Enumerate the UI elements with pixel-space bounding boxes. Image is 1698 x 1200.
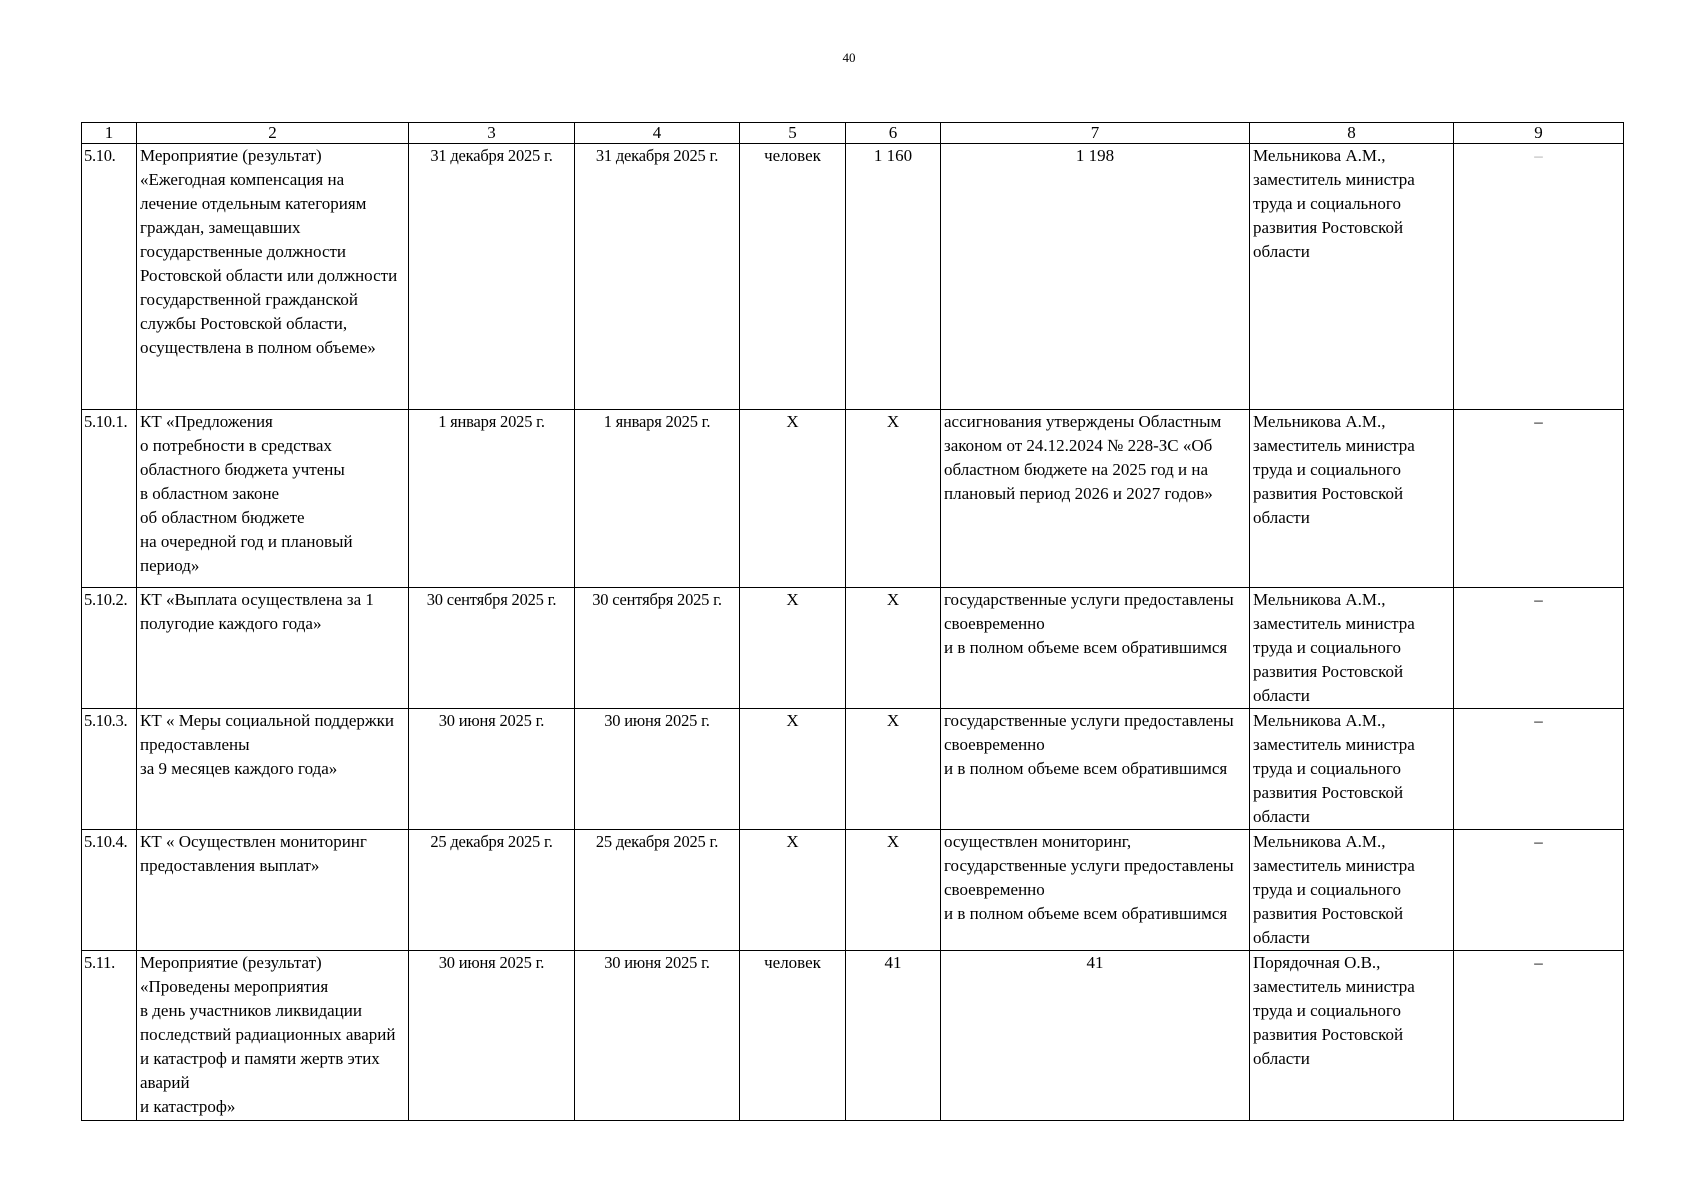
row-number: 5.10. [82, 144, 137, 410]
end-date: 30 июня 2025 г. [575, 709, 740, 830]
table-row [82, 588, 1624, 709]
planned-value: Х [846, 410, 941, 588]
responsible-person: Мельникова А.М., заместитель министра труда и социального развития Ростовской области [1250, 709, 1454, 830]
event-name: КТ «Выплата осуществлена за 1 полугодие каждого года» [137, 588, 409, 709]
start-date: 30 июня 2025 г. [409, 951, 575, 1121]
column-number: 3 [409, 123, 575, 144]
planned-value: 41 [846, 951, 941, 1121]
unit: человек [740, 951, 846, 1121]
planned-value: Х [846, 709, 941, 830]
column-number: 1 [82, 123, 137, 144]
event-name: Мероприятие (результат) «Проведены мероприятия в день участников ликвидации последствий радиационных аварий и катастроф и памяти жертв этих аварий и катастроф» [137, 951, 409, 1121]
table-row [82, 709, 1624, 830]
row-number: 5.10.3. [82, 709, 137, 830]
planned-value: Х [846, 588, 941, 709]
row-number: 5.10.4. [82, 830, 137, 951]
planned-value: 1 160 [846, 144, 941, 410]
responsible-person: Порядочная О.В., заместитель министра труда и социального развития Ростовской области [1250, 951, 1454, 1121]
note: – [1454, 144, 1624, 410]
actual-result: осуществлен мониторинг, государственные услуги предоставлены своевременно и в полном объеме всем обратившимся [941, 830, 1250, 951]
actual-result: 1 198 [941, 144, 1250, 410]
note: – [1454, 830, 1624, 951]
event-name: КТ « Меры социальной поддержки предоставлены за 9 месяцев каждого года» [137, 709, 409, 830]
event-name: Мероприятие (результат) «Ежегодная компенсация на лечение отдельным категориям граждан, замещавших государственные должности Ростовской области или должности государственной гражданской службы Ростовской области, осуществлена в полном объеме» [137, 144, 409, 410]
start-date: 30 июня 2025 г. [409, 709, 575, 830]
table-row [82, 410, 1624, 588]
end-date: 30 июня 2025 г. [575, 951, 740, 1121]
unit: Х [740, 410, 846, 588]
events-table [81, 122, 1624, 1121]
row-number: 5.11. [82, 951, 137, 1121]
responsible-person: Мельникова А.М., заместитель министра труда и социального развития Ростовской области [1250, 410, 1454, 588]
column-number: 6 [846, 123, 941, 144]
start-date: 30 сентября 2025 г. [409, 588, 575, 709]
actual-result: государственные услуги предоставлены своевременно и в полном объеме всем обратившимся [941, 709, 1250, 830]
note: – [1454, 588, 1624, 709]
table-row [82, 144, 1624, 410]
end-date: 25 декабря 2025 г. [575, 830, 740, 951]
note: – [1454, 410, 1624, 588]
row-number: 5.10.1. [82, 410, 137, 588]
column-number: 4 [575, 123, 740, 144]
page-number: 40 [842, 50, 856, 65]
column-number: 7 [941, 123, 1250, 144]
end-date: 30 сентября 2025 г. [575, 588, 740, 709]
unit: человек [740, 144, 846, 410]
event-name: КТ « Осуществлен мониторинг предоставления выплат» [137, 830, 409, 951]
actual-result: ассигнования утверждены Областным законом от 24.12.2024 № 228-ЗС «Об областном бюджете на 2025 год и на плановый период 2026 и 2027 годов» [941, 410, 1250, 588]
start-date: 1 января 2025 г. [409, 410, 575, 588]
actual-result: государственные услуги предоставлены своевременно и в полном объеме всем обратившимся [941, 588, 1250, 709]
planned-value: Х [846, 830, 941, 951]
responsible-person: Мельникова А.М., заместитель министра труда и социального развития Ростовской области [1250, 830, 1454, 951]
start-date: 25 декабря 2025 г. [409, 830, 575, 951]
event-name: КТ «Предложения о потребности в средствах областного бюджета учтены в областном законе об областном бюджете на очередной год и плановый период» [137, 410, 409, 588]
unit: Х [740, 830, 846, 951]
row-number: 5.10.2. [82, 588, 137, 709]
responsible-person: Мельникова А.М., заместитель министра труда и социального развития Ростовской области [1250, 588, 1454, 709]
start-date: 31 декабря 2025 г. [409, 144, 575, 410]
actual-result: 41 [941, 951, 1250, 1121]
end-date: 1 января 2025 г. [575, 410, 740, 588]
column-number-row [82, 123, 1624, 144]
responsible-person: Мельникова А.М., заместитель министра труда и социального развития Ростовской области [1250, 144, 1454, 410]
unit: Х [740, 588, 846, 709]
table-row [82, 951, 1624, 1121]
note: – [1454, 951, 1624, 1121]
table-row [82, 830, 1624, 951]
column-number: 8 [1250, 123, 1454, 144]
end-date: 31 декабря 2025 г. [575, 144, 740, 410]
column-number: 2 [137, 123, 409, 144]
note: – [1454, 709, 1624, 830]
column-number: 9 [1454, 123, 1624, 144]
column-number: 5 [740, 123, 846, 144]
unit: Х [740, 709, 846, 830]
